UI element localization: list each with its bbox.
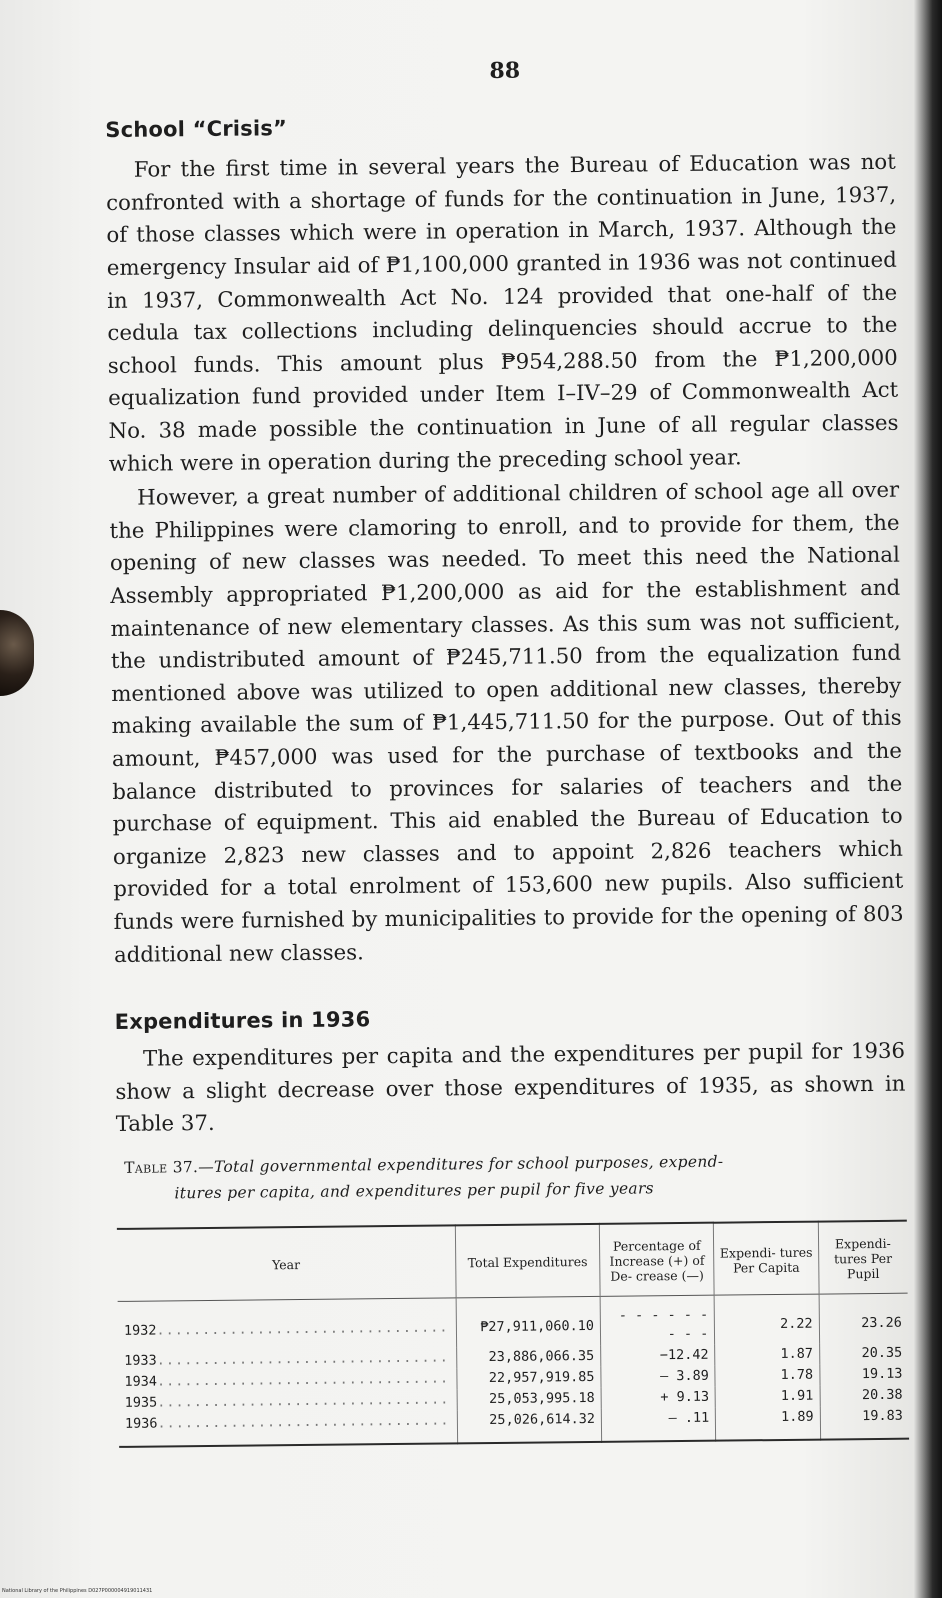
table-caption-line-1: —Total governmental expenditures for school purposes, expend- <box>198 1152 724 1177</box>
row-total: ₱27,911,060.10 <box>456 1296 601 1347</box>
row-year: 1934 <box>124 1373 158 1390</box>
heading-expenditures: Expenditures in 1936 <box>114 1007 371 1034</box>
row-per-pupil: 20.35 <box>819 1343 908 1365</box>
paragraph-3: The expenditures per capita and the expenditures per pupil for 1936 show a slight decrease over those expenditures of 1935, as shown in Table 37. <box>115 1038 906 1138</box>
row-per-pupil: 19.13 <box>820 1364 909 1386</box>
leader-dots: ................................ <box>157 1412 450 1432</box>
row-pct: + 9.13 <box>601 1387 716 1409</box>
row-total: 23,886,066.35 <box>456 1346 601 1369</box>
row-per-capita: 1.87 <box>715 1344 820 1366</box>
row-year: 1932 <box>123 1322 157 1339</box>
table-header-row <box>117 1221 908 1302</box>
row-per-capita: 1.89 <box>716 1407 821 1441</box>
row-per-pupil: 19.83 <box>820 1406 909 1440</box>
table-label: Table 37. <box>124 1158 199 1177</box>
table-caption-line-2: itures per capita, and expenditures per pupil for five years <box>174 1179 654 1203</box>
paragraph-2: However, a great number of additional children of school age all over the Philippines were clamoring to enroll, and to provide for them, the opening of new classes was needed. To meet this need the National Assembly appropriated ₱1,200,000 as aid for the establishment and maintenance of new elementary classes. As this sum was not sufficient, the undistributed amount of ₱245,711.50 from the equalization fund mentioned above was utilized to open additional new classes, thereby making available the sum of ₱1,445,711.50 for the purpose. Out of this amount, ₱457,000 was used for the purchase of textbooks and the balance distributed to provinces for salaries of teachers and the purchase of equipment. This aid enabled the Bureau of Education to organize 2,823 new classes and to appoint 2,826 teachers which provided for a total enrolment of 153,600 new pupils. Also sufficient funds were furnished by municipalities to provide for the opening of 803 additional new classes. <box>109 477 904 968</box>
leader-dots: ................................ <box>156 1349 449 1369</box>
heading-school-crisis: School “Crisis” <box>105 116 288 142</box>
row-year: 1933 <box>124 1352 157 1369</box>
blank-dots: - - - - - - - - - <box>618 1306 709 1343</box>
row-total: 25,053,995.18 <box>457 1388 602 1411</box>
row-pct: — 3.89 <box>601 1366 716 1388</box>
expenditures-table <box>117 1220 909 1448</box>
header-year: Year <box>117 1225 456 1301</box>
row-pct: — .11 <box>601 1408 716 1442</box>
header-per-pupil: Expendi- tures Per Pupil <box>818 1221 908 1294</box>
leader-dots: ................................ <box>156 1318 449 1339</box>
table-row <box>119 1406 909 1447</box>
header-percentage: Percentage of Increase (+) of De- crease (—) <box>599 1223 714 1297</box>
row-per-capita: 1.78 <box>715 1365 820 1387</box>
row-per-capita: 1.91 <box>715 1386 820 1408</box>
row-pct: −12.42 <box>601 1345 716 1367</box>
page-number: 88 <box>489 57 521 84</box>
paragraph-1: For the first time in several years the Bureau of Education was not confronted with a shortage of funds for the continuation in June, 1937, of those classes which were in operation in March, 1937. Although the emergency Insular aid of ₱1,100,000 granted in 1936 was not continued in 1937, Commonwealth Act No. 124 provided that one-half of the cedula tax collections including delinquencies should accrue to the school funds. This amount plus ₱954,288.50 from the ₱1,200,000 equalization fund provided under Item I–IV–29 of Commonwealth Act No. 38 made possible the continuation in June of all regular classes which were in operation during the preceding school year. <box>105 150 899 477</box>
header-per-capita: Expendi- tures Per Capita <box>714 1222 819 1296</box>
binding-shadow <box>0 610 34 696</box>
row-year: 1935 <box>124 1394 158 1411</box>
row-total: 25,026,614.32 <box>457 1409 602 1444</box>
row-per-capita: 2.22 <box>714 1294 819 1345</box>
header-total: Total Expenditures <box>455 1224 600 1298</box>
row-per-pupil: 23.26 <box>819 1293 908 1343</box>
library-footer: National Library of the Philippines D027P000004919011431 <box>2 1588 153 1594</box>
row-total: 22,957,919.85 <box>456 1367 601 1390</box>
table-row <box>118 1293 908 1351</box>
row-year: 1936 <box>124 1415 158 1432</box>
leader-dots: ................................ <box>157 1391 450 1411</box>
leader-dots: ................................ <box>156 1370 450 1390</box>
row-per-pupil: 20.38 <box>820 1385 909 1407</box>
table-caption <box>124 1147 905 1207</box>
